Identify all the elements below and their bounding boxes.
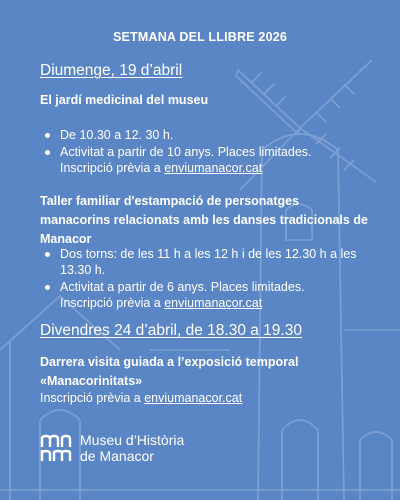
activity1-note: Activitat a partir de 10 anys. Places limitades. Inscripció prèvia a (60, 145, 312, 175)
logo-line2: de Manacor (80, 448, 154, 464)
activity3-note: Inscripció prèvia a (40, 391, 145, 405)
logo-text (80, 432, 184, 464)
activity1-details (40, 127, 360, 177)
list-item (40, 246, 360, 278)
activity1-schedule: De 10.30 a 12. 30 h. (60, 128, 174, 142)
page-title: SETMANA DEL LLIBRE 2026 (112, 30, 288, 44)
activity3-signup (40, 391, 242, 405)
activity1-title: El jardí medicinal del museu (40, 93, 209, 107)
activity3-title: Darrera visita guiada a l’exposició temporal «Manacorinitats» (40, 355, 299, 388)
activity2-title: Taller familiar d'estampació de personatges manacorins relacionats amb les danses tradicionals de Manacor (40, 194, 368, 246)
day2-heading: Divendres 24 d’abril, de 18.30 a 19.30 (40, 322, 302, 339)
list-item (40, 279, 360, 311)
activity2-schedule: Dos torns: de les 11 h a les 12 h i de les 12.30 h a les 13.30 h. (60, 247, 357, 277)
activity2-signup-link[interactable]: enviumanacor.cat (164, 296, 263, 310)
activity3-signup-link[interactable]: enviumanacor.cat (144, 391, 243, 405)
museum-mh-logo-icon (40, 434, 72, 462)
activity2-details (40, 246, 360, 312)
activity2-note: Activitat a partir de 6 anys. Places limitades. Inscripció prèvia a (60, 280, 305, 310)
activity1-signup-link[interactable]: enviumanacor.cat (164, 161, 263, 175)
day1-heading: Diumenge, 19 d’abril (40, 62, 183, 79)
museum-logo (40, 432, 184, 464)
list-item (40, 144, 360, 176)
logo-line1: Museu d’Història (80, 432, 185, 448)
list-item (40, 127, 360, 143)
